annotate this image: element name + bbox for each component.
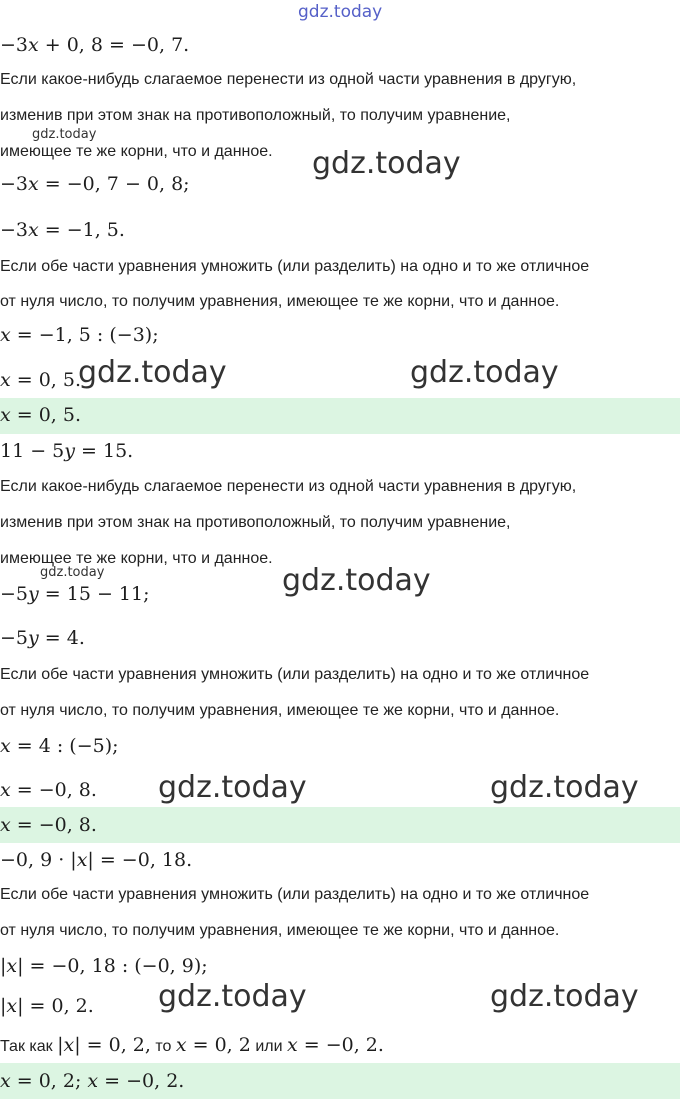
watermark: gdz.today [78,355,227,390]
equation-c1: −0, 9 · |𝑥| = −0, 18. [0,849,193,871]
rule-divide-b-line1: Если обе части уравнения умножить (или разделить) на одно и то же отличное [0,666,590,683]
watermark: gdz.today [158,770,307,805]
equation-a1: −3𝑥 + 0, 8 = −0, 7. [0,34,190,56]
rule-divide-a-line2: от нуля число, то получим уравнения, имеющее те же корни, что и данное. [0,293,560,310]
equation-b5: 𝑥 = −0, 8. [0,779,97,801]
since-abs: |𝑥| = 0, 2, [57,1034,151,1056]
rule-transfer-b-line3: имеющее те же корни, что и данное. [0,550,273,567]
since-statement [0,1034,384,1056]
answer-highlight-b [0,807,680,843]
answer-a: 𝑥 = 0, 5. [0,404,82,426]
watermark: gdz.today [312,146,461,181]
equation-a3: −3𝑥 = −1, 5. [0,219,125,241]
since-then: то [155,1038,172,1055]
rule-divide-c-line1: Если обе части уравнения умножить (или разделить) на одно и то же отличное [0,886,590,903]
rule-transfer-b-line2: изменив при этом знак на противоположный, то получим уравнение, [0,514,511,531]
equation-b4: 𝑥 = 4 : (−5); [0,735,119,757]
rule-divide-c-line2: от нуля число, то получим уравнения, имеющее те же корни, что и данное. [0,922,560,939]
equation-b1: 11 − 5𝑦 = 15. [0,440,134,462]
since-root1: 𝑥 = 0, 2 [175,1034,251,1056]
since-root2: 𝑥 = −0, 2. [286,1034,384,1056]
equation-b3: −5𝑦 = 4. [0,627,85,649]
since-prefix: Так как [0,1038,53,1055]
watermark-small: gdz.today [40,565,105,580]
rule-transfer-a-line3: имеющее те же корни, что и данное. [0,143,273,160]
rule-transfer-a-line1: Если какое-нибудь слагаемое перенести из одной части уравнения в другую, [0,71,577,88]
equation-a4: 𝑥 = −1, 5 : (−3); [0,324,159,346]
watermark: gdz.today [410,355,559,390]
rule-transfer-b-line1: Если какое-нибудь слагаемое перенести из одной части уравнения в другую, [0,478,577,495]
answer-c: 𝑥 = 0, 2; 𝑥 = −0, 2. [0,1070,185,1092]
equation-c2: |𝑥| = −0, 18 : (−0, 9); [0,955,208,977]
rule-divide-a-line1: Если обе части уравнения умножить (или разделить) на одно и то же отличное [0,258,590,275]
watermark-small: gdz.today [32,127,97,142]
watermark: gdz.today [282,563,431,598]
since-or: или [255,1038,283,1055]
equation-a5: 𝑥 = 0, 5. [0,369,82,391]
rule-divide-b-line2: от нуля число, то получим уравнения, имеющее те же корни, что и данное. [0,702,560,719]
watermark-top: gdz.today [298,2,383,22]
watermark: gdz.today [158,979,307,1014]
watermark: gdz.today [490,979,639,1014]
rule-transfer-a-line2: изменив при этом знак на противоположный, то получим уравнение, [0,107,511,124]
answer-b: 𝑥 = −0, 8. [0,814,97,836]
answer-highlight-a [0,398,680,434]
equation-c3: |𝑥| = 0, 2. [0,995,94,1017]
watermark: gdz.today [490,770,639,805]
equation-b2: −5𝑦 = 15 − 11; [0,583,150,605]
equation-a2: −3𝑥 = −0, 7 − 0, 8; [0,173,190,195]
